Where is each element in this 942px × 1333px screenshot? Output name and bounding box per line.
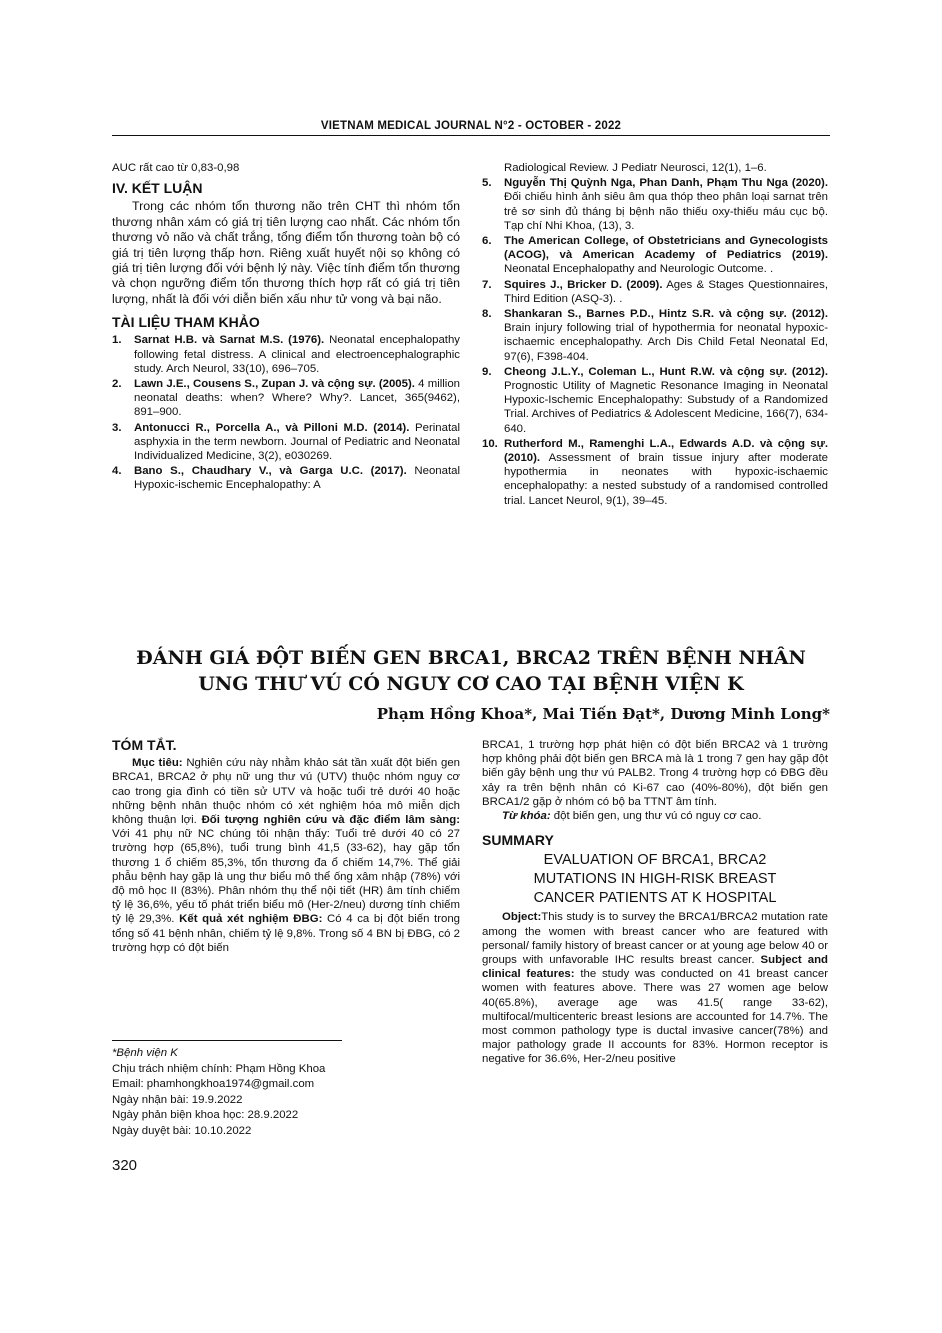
results-text: Có 4 ca bị đột biến trong tổng số 41 bệnh nhân, chiếm tỷ lệ 9,8%. Trong số 4 BN bị ĐBG, có 2 trường hợp có đột biến — [112, 913, 461, 954]
reference-number: 9. — [482, 365, 492, 378]
subjects-label: Đối tượng nghiên cứu và đặc điểm lâm sàng: — [201, 814, 460, 827]
reference-item — [482, 278, 828, 306]
reference-number: 5. — [482, 177, 492, 190]
reference-authors: Bano S., Chaudhary V., và Garga U.C. (2017). — [134, 465, 407, 478]
reference-authors: Rutherford M., Ramenghi L.A., Edwards A.D. và cộng sự. (2010). — [504, 437, 828, 465]
references-list-left — [112, 333, 460, 492]
reference-text: Ages & Stages Questionnaires, Third Edition (ASQ-3). . — [504, 278, 828, 305]
reference-item — [482, 176, 828, 233]
abstract-vi — [112, 738, 460, 955]
reference-item — [482, 365, 828, 436]
reference-number: 8. — [482, 308, 492, 321]
summary-body — [482, 910, 828, 1066]
summary-title-line1: EVALUATION OF BRCA1, BRCA2 — [543, 852, 767, 869]
conclusion-text: Trong các nhóm tổn thương não trên CHT thì nhóm tổn thương nhân xám có giá trị tiên lượng cao nhất. Các nhóm tổn thương vỏ não và chất trắng, tổng điểm tổn thương toàn bộ có giá trị tiên lượng thấp hơn. Riêng xuất huyết nội sọ không có giá trị tiên lượng đối với bệnh lý này. Việc tính điểm tổn thương và chọn ngưỡng điểm tổn thương thích hợp rất có giá trị tiên lượng, nhất là đối với diễn biến xấu như tử vong và bại não. — [112, 199, 460, 306]
subjects-text: Với 41 phụ nữ NC chúng tôi nhận thấy: Tuổi trẻ dưới 40 có 27 trường hợp (65,8%), tuổi trung bình 41,5 (33-62), hay gặp tổn thương 1 ổ chiếm 85,3%, tổn thương đa ổ chiếm 14,7%. Thể giải phẫu bệnh hay gặp là ung thư biểu mô thể ống xâm nhập (78%) với độ mô học II (83%). Phân nhóm thụ thể nội tiết (HR) âm tính chiếm tỷ lệ 36,6%, yếu tố phát triển biểu mô (Her-2/neu) dương tính chiếm tỷ lệ 29,3%. — [112, 828, 460, 926]
summary-subjects-text: the study was conducted on 41 breast cancer women with features above. There was 27 women age below 40(65.8%), average age was 41.5( range 33-62), multifocal/multicenteric breast lesions are accounted for 14.7%. The most common pathology type is ductal invasive cancer(78%) and major pathology grade II accounts for 83%. Hormon receptor is negative for 36.6%, Her-2/neu positive — [482, 968, 828, 1066]
reference-number: 3. — [112, 421, 122, 434]
reference-authors: The American College, of Obstetricians and Gynecologists (ACOG), và American Academy of Pediatrics (2019). — [504, 235, 828, 262]
footnote-affiliation: *Bệnh viện K — [112, 1047, 178, 1059]
summary-objective-text: This study is to survey the BRCA1/BRCA2 mutation rate among the women with breast cancer who are featured with personal/ family history of breast cancer or at young age below 40 or groups with unfavorable IHC results breast cancer. — [482, 911, 828, 967]
right-column-top — [482, 161, 828, 509]
summary-heading: SUMMARY — [482, 832, 554, 849]
reference-text: Đối chiếu hình ảnh siêu âm qua thóp theo phân loại sarnat trên trẻ sơ sinh đủ tháng bị bệnh não thiếu oxy-thiếu máu cục bộ. Tạp chí Nhi Khoa, (13), 3. — [504, 191, 828, 232]
reference-authors: Antonucci R., Porcella A., và Pilloni M.D. (2014). — [134, 421, 410, 434]
footnotes — [112, 1046, 460, 1139]
article-title-line1: ĐÁNH GIÁ ĐỘT BIẾN GEN BRCA1, BRCA2 TRÊN BỆNH NHÂN — [136, 647, 806, 669]
abstract-heading: TÓM TẮT. — [112, 737, 177, 753]
reference-number: 7. — [482, 278, 492, 291]
reference-text: Prognostic Utility of Magnetic Resonance Imaging in Neonatal Hypoxic-Ischemic Encephalopathy: Substudy of a Randomized Trial. Archives of Pediatrics & Adolescent Medicine, 166(7), 634-640. — [504, 380, 828, 435]
footnote-received: Ngày nhận bài: 19.9.2022 — [112, 1093, 243, 1106]
reference-authors: Squires J., Bricker D. (2009). — [504, 278, 663, 291]
summary-title-line2: MUTATIONS IN HIGH-RISK BREAST — [533, 871, 777, 888]
reference-text: Radiological Review. J Pediatr Neurosci, 12(1), 1–6. — [504, 162, 767, 174]
reference-number: 4. — [112, 465, 122, 478]
results-label: Kết quả xét nghiệm ĐBG: — [179, 913, 323, 926]
reference-text: Neonatal Hypoxic-ischemic Encephalopathy: A — [134, 465, 460, 492]
reference-number: 6. — [482, 235, 492, 248]
footnote-email: Email: phamhongkhoa1974@gmail.com — [112, 1078, 315, 1090]
reference-text: Perinatal asphyxia in the term newborn. Journal of Pediatric and Neonatal Individualized Medicine, 3(2), e030269. — [134, 421, 461, 463]
reference-authors: Shankaran S., Barnes P.D., Hintz S.R. và cộng sự. (2012). — [504, 308, 828, 321]
page-number: 320 — [112, 1157, 138, 1174]
reference-authors: Lawn J.E., Cousens S., Zupan J. và cộng sự. (2005). — [134, 378, 415, 391]
auc-line: AUC rất cao từ 0,83-0,98 — [112, 162, 240, 174]
article-title-line2: UNG THƯ VÚ CÓ NGUY CƠ CAO TẠI BỆNH VIỆN K — [198, 673, 744, 695]
keywords — [482, 809, 828, 823]
reference-item — [482, 161, 828, 175]
footnote-reviewed: Ngày phản biện khoa học: 28.9.2022 — [112, 1109, 299, 1121]
reference-item — [112, 464, 460, 492]
reference-item — [482, 307, 828, 364]
reference-item — [482, 234, 828, 277]
abstract-body — [112, 756, 460, 955]
footnote-accepted: Ngày duyệt bài: 10.10.2022 — [112, 1124, 252, 1137]
keywords-text: đột biến gen, ung thư vú có nguy cơ cao. — [550, 810, 762, 823]
reference-number: 10. — [482, 437, 498, 450]
references-heading: TÀI LIỆU THAM KHẢO — [112, 314, 260, 331]
objective-text: Nghiên cứu này nhằm khảo sát tần xuất đột biến gen BRCA1, BRCA2 ở phụ nữ ung thư vú (UTV) thuộc nhóm nguy cơ cao trong gia đình có tiền sử UTV và hoặc tuổi trẻ dưới 40 hoặc những bệnh nhân thuộc nhóm có xét nghiệm hóa mô miễn dịch không thuận lợi. — [112, 757, 460, 827]
footnote-corresponding: Chịu trách nhiệm chính: Phạm Hồng Khoa — [112, 1062, 326, 1075]
reference-authors: Cheong J.L.Y., Coleman L., Hunt R.W. và cộng sự. (2012). — [504, 365, 828, 378]
reference-text: 4 million neonatal deaths: when? Where? Why?. Lancet, 365(9462), 891–900. — [134, 378, 460, 419]
reference-item — [112, 421, 460, 464]
reference-text: Assessment of brain tissue injury after moderate hypothermia in neonates with hypoxic-ischaemic encephalopathy: a nested substudy of a randomised controlled trial. Lancet Neurol, 9(1), 39–45. — [504, 452, 828, 507]
summary-title — [482, 851, 828, 908]
reference-item — [112, 377, 460, 420]
reference-item — [482, 437, 828, 508]
summary-title-line3: CANCER PATIENTS AT K HOSPITAL — [533, 890, 777, 907]
journal-header: VIETNAM MEDICAL JOURNAL N°2 - OCTOBER - 2022 — [112, 120, 830, 136]
reference-text: Neonatal Encephalopathy and Neurologic Outcome. . — [504, 263, 774, 276]
reference-number: 1. — [112, 334, 122, 347]
conclusion-heading: IV. KẾT LUẬN — [112, 180, 203, 197]
abstract-continued-text: BRCA1, 1 trường hợp phát hiện có đột biến BRCA2 và 1 trường hợp không phải đột biến gen BRCA mà là 1 trong 7 gen hay gặp đột biến gây bệnh ung thư vú PALB2. Trong 4 trường hợp có ĐBG đều xảy ra trên bệnh nhân có Ki-67 cao (40%-80%), đột biến gen BRCA1/2 gặp ở nhóm có bộ ba TTNT âm tính. — [482, 739, 828, 808]
left-column-top — [112, 161, 460, 494]
footnote-divider — [112, 1040, 342, 1041]
reference-text: Neonatal encephalopathy following fetal distress. A clinical and electroencephalographic study. Arch Neurol, 33(10), 696–705. — [134, 334, 460, 375]
summary-subjects-label: Subject and clinical features: — [482, 954, 828, 981]
reference-authors: Nguyễn Thị Quỳnh Nga, Phan Danh, Phạm Thu Nga (2020). — [504, 177, 828, 190]
article-authors: Phạm Hồng Khoa*, Mai Tiến Đạt*, Dương Minh Long* — [376, 705, 830, 723]
abstract-continued — [482, 738, 828, 1067]
reference-text: Brain injury following trial of hypothermia for neonatal hypoxic-ischaemic encephalopathy. Arch Dis Child Fetal Neonatal Ed, 97(6), F398-404. — [504, 322, 828, 363]
reference-item — [112, 333, 460, 376]
objective-label: Mục tiêu: — [132, 757, 183, 770]
reference-number: 2. — [112, 378, 122, 391]
reference-authors: Sarnat H.B. và Sarnat M.S. (1976). — [134, 334, 325, 347]
article-title — [112, 645, 830, 697]
references-list-right — [482, 161, 828, 508]
keywords-label: Từ khóa: — [502, 810, 551, 823]
summary-objective-label: Object: — [502, 911, 542, 924]
